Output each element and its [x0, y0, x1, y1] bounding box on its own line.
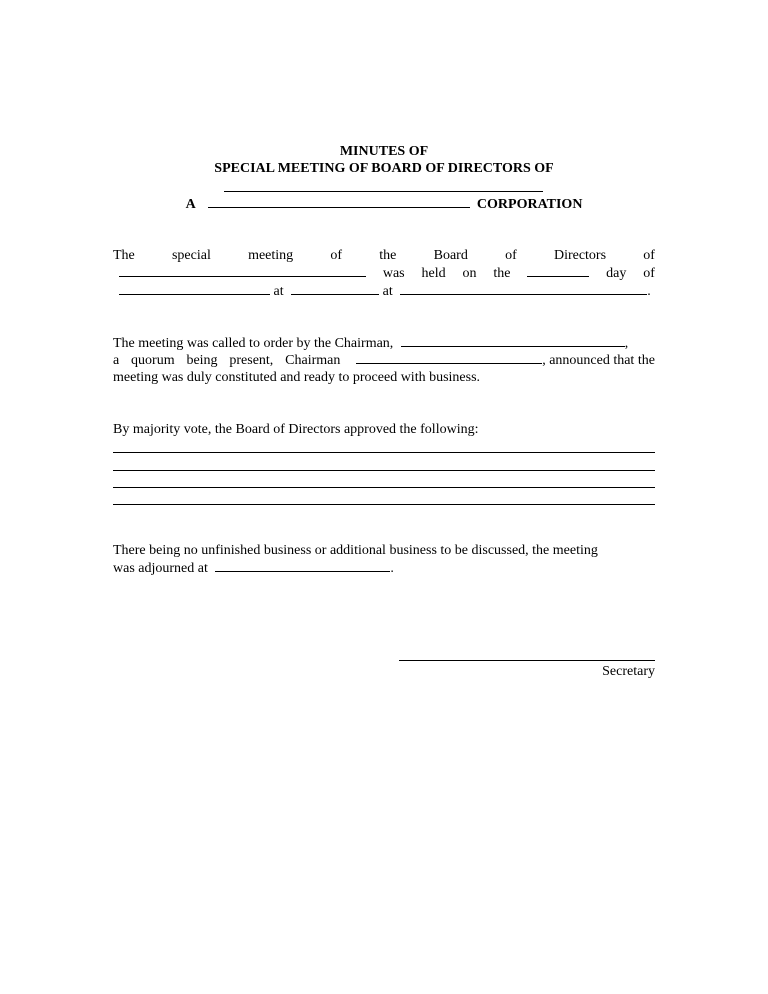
para4-line2 — [113, 559, 655, 577]
text: being — [186, 353, 218, 368]
text: quorum — [131, 353, 175, 368]
doc-title-line1: MINUTES OF — [339, 144, 429, 159]
para2-line2 — [113, 351, 655, 369]
text: at — [382, 284, 393, 299]
chairman-name-blank[interactable] — [356, 351, 542, 364]
text: of — [505, 248, 517, 263]
text: held — [421, 266, 446, 281]
corp-suffix: CORPORATION — [476, 197, 583, 212]
approval-line-4[interactable] — [113, 504, 655, 505]
para3-line: By majority vote, the Board of Directors approved the following: — [113, 422, 479, 437]
announced-group — [352, 351, 655, 369]
text: day — [606, 266, 627, 281]
text: Chairman — [285, 353, 341, 368]
para2-line1 — [113, 334, 655, 352]
text: of — [643, 266, 655, 281]
approval-line-2[interactable] — [113, 470, 655, 471]
para4-line1: There being no unfinished business or additional business to be discussed, the meeting — [113, 543, 598, 558]
text: meeting — [248, 248, 294, 263]
text: was — [382, 266, 405, 281]
text: The meeting was called to order by the Chairman, — [113, 336, 394, 351]
signature-label: Secretary — [602, 664, 655, 679]
chairman-blank[interactable] — [401, 334, 625, 347]
para1-line3 — [113, 282, 655, 300]
approval-line-3[interactable] — [113, 487, 655, 488]
para2-line3: meeting was duly constituted and ready to proceed with business. — [113, 370, 481, 385]
text: , — [624, 336, 629, 351]
para1-line2 — [113, 264, 655, 282]
text: the — [493, 266, 511, 281]
text: at — [273, 284, 284, 299]
text: the — [379, 248, 397, 263]
text: present, — [229, 353, 274, 368]
time-blank[interactable] — [291, 282, 379, 295]
day-blank[interactable] — [527, 264, 589, 277]
text: special — [171, 248, 211, 263]
text: . — [390, 561, 394, 576]
corporation-line — [0, 195, 768, 213]
corp-prefix: A — [185, 197, 195, 212]
text: , announced that the — [542, 353, 655, 368]
doc-title-line2: SPECIAL MEETING OF BOARD OF DIRECTORS OF — [214, 161, 554, 176]
corporation-blank[interactable] — [119, 264, 366, 277]
location-blank[interactable] — [400, 282, 647, 295]
text: Board — [433, 248, 468, 263]
text: of — [330, 248, 343, 263]
para1-line1 — [113, 247, 655, 264]
approval-line-1[interactable] — [113, 452, 655, 453]
text: . — [647, 284, 651, 299]
adjourn-time-blank[interactable] — [215, 559, 390, 572]
text: was adjourned at — [113, 561, 208, 576]
text: Directors — [553, 248, 607, 263]
text: on — [462, 266, 477, 281]
corporation-name-blank-top[interactable] — [224, 191, 543, 192]
date-blank[interactable] — [119, 282, 270, 295]
text: The — [113, 248, 135, 263]
signature-line[interactable] — [399, 660, 655, 661]
text: of — [643, 248, 655, 263]
corporation-name-blank[interactable] — [208, 195, 470, 208]
text: a — [113, 353, 120, 368]
